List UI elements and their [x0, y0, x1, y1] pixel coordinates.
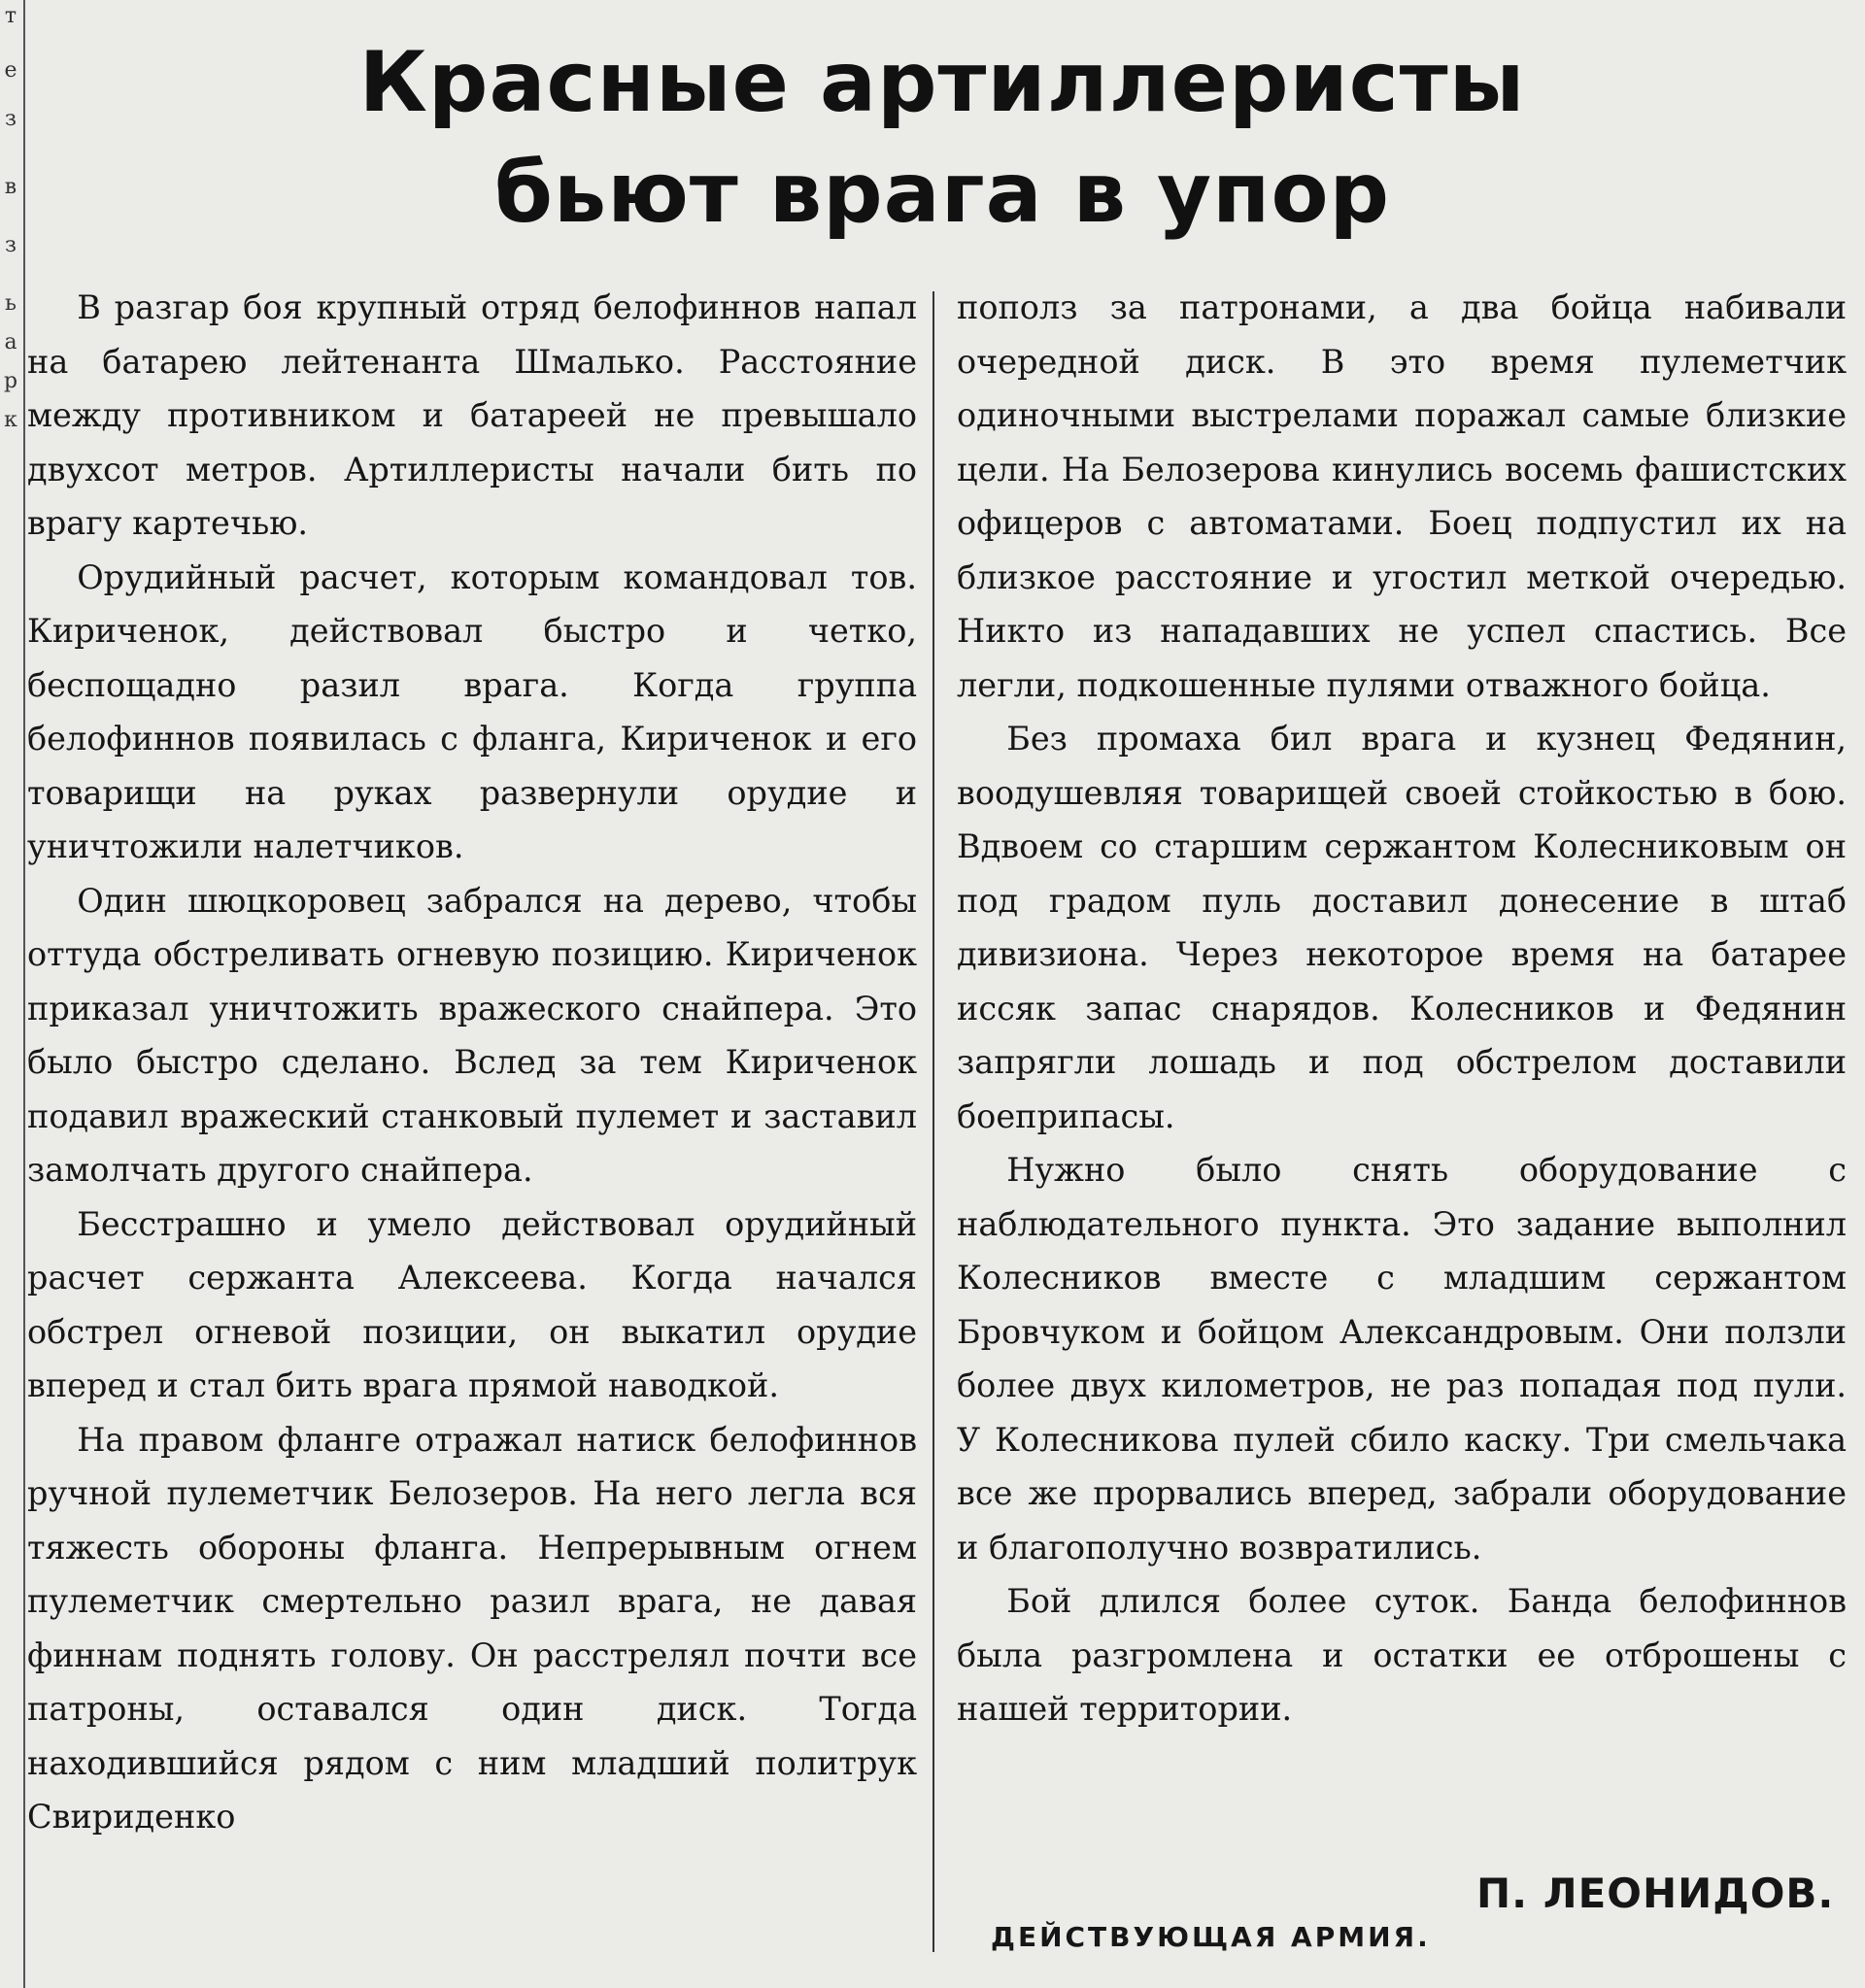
edge-mark: а [4, 330, 17, 354]
edge-mark: е [4, 58, 17, 83]
paragraph: Нужно было снять оборудование с наблюдательного пункта. Это задание выполнил Колесников вместе с младшим сержантом Бровчуком и бойцом Александровым. Они ползли более двух километров, не раз попадая под пули. У Колесникова пулей сбило каску. Три смельчака все же прорвались вперед, забрали оборудование и благополучно возвратились. [957, 1151, 1848, 1567]
author-signature: П. ЛЕОНИДОВ. [1476, 1870, 1835, 1917]
paragraph: В разгар боя крупный отряд белофиннов напал на батарею лейтенанта Шмалько. Расстояние между противником и батареей не превышало двухсот метров. Артиллеристы начали бить по врагу картечью. [27, 288, 918, 543]
article-headline [97, 27, 1787, 249]
headline-line-2: бьют врага в упор [493, 145, 1391, 242]
edge-mark: т [4, 4, 17, 28]
paragraph: Бесстрашно и умело действовал орудийный расчет сержанта Алексеева. Когда начался обстрел огневой позиции, он выкатил орудие вперед и стал бить врага прямой наводкой. [27, 1204, 918, 1405]
paragraph: Орудийный расчет, которым командовал тов. Кириченок, действовал быстро и четко, беспощадно разил врага. Когда группа белофиннов появилась с фланга, Кириченок и его товарищи на руках развернули орудие и уничтожили налетчиков. [27, 557, 918, 866]
headline-line-1: Красные артиллеристы [358, 34, 1526, 131]
column-divider [932, 291, 934, 1952]
paragraph-continued: пополз за патронами, а два бойца набивали очередной диск. В это время пулеметчик одиночными выстрелами поражал самые близкие цели. На Белозерова кинулись восемь фашистских офицеров с автоматами. Боец подпустил их на близкое расстояние и угостил меткой очередью. Никто из нападавших не успел спастись. Все легли, подкошенные пулями отважного бойца. [957, 288, 1848, 705]
edge-mark: ь [5, 291, 17, 316]
edge-mark: з [5, 233, 17, 257]
edge-mark: з [5, 107, 17, 131]
paragraph: Бой длился более суток. Банда белофиннов была разгромлена и остатки ее отброшены с нашей территории. [957, 1582, 1848, 1729]
dateline: ДЕЙСТВУЮЩАЯ АРМИЯ. [991, 1921, 1431, 1953]
edge-mark: в [4, 175, 17, 199]
paragraph: На правом фланге отражал натиск белофиннов ручной пулеметчик Белозеров. На него легла вся тяжесть обороны фланга. Непрерывным огнем пулеметчик смертельно разил врага, не давая финнам поднять голову. Он расстрелял почти все патроны, оставался один диск. Тогда находившийся рядом с ним младший политрук Свириденко [27, 1420, 918, 1836]
paragraph: Один шюцкоровец забрался на дерево, чтобы оттуда обстреливать огневую позицию. Кириченок приказал уничтожить вражеского снайпера. Это было быстро сделано. Вслед за тем Кириченок подавил вражеский станковый пулемет и заставил замолчать другого снайпера. [27, 881, 918, 1190]
edge-mark: р [3, 369, 18, 393]
edge-mark: к [4, 408, 17, 432]
right-column [957, 282, 1847, 1737]
paragraph: Без промаха бил врага и кузнец Федянин, воодушевляя товарищей своей стойкостью в бою. Вдвоем со старшим сержантом Колесниковым он под градом пуль доставил донесение в штаб дивизиона. Через некоторое время на батарее иссяк запас снарядов. Колесников и Федянин запрягли лошадь и под обстрелом доставили боеприпасы. [957, 720, 1848, 1136]
left-column [27, 282, 917, 1845]
